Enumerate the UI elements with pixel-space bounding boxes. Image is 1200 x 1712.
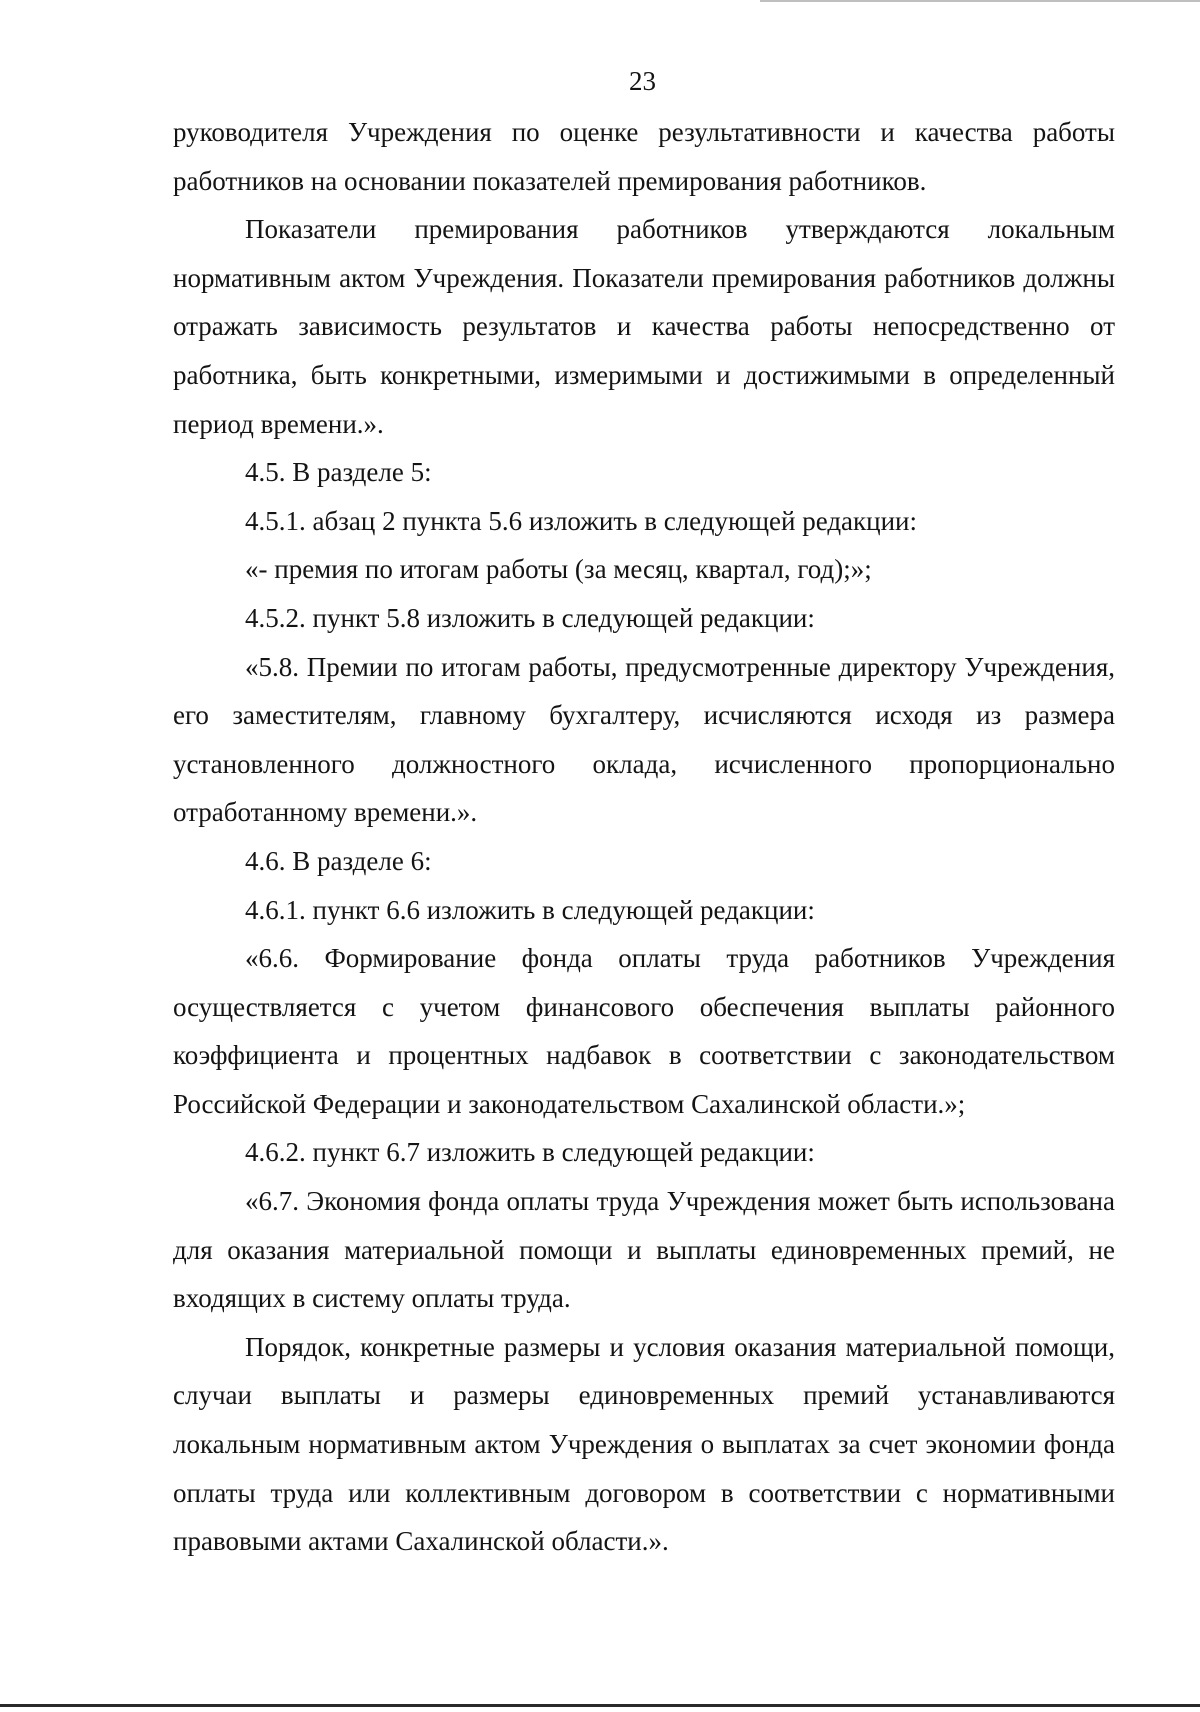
paragraph-procedure: Порядок, конкретные размеры и условия оказания материальной помощи, случаи выплаты и размеры единовременных премий устанавливаются локальным нормативным актом Учреждения о выплатах за счет экономии фонда оплаты труда или коллективным договором в соответствии с нормативными правовыми актами Сахалинской области.». bbox=[173, 1331, 1115, 1557]
document-body bbox=[173, 108, 1115, 1566]
paragraph-4-5-2: 4.5.2. пункт 5.8 изложить в следующей редакции: bbox=[245, 602, 815, 633]
paragraph-4-5-1: 4.5.1. абзац 2 пункта 5.6 изложить в следующей редакции: bbox=[245, 505, 918, 536]
page-number: 23 bbox=[629, 66, 656, 96]
paragraph-section-4-6: 4.6. В разделе 6: bbox=[245, 845, 432, 876]
top-edge-rule bbox=[760, 0, 1200, 2]
paragraph-bonus-quote: «- премия по итогам работы (за месяц, квартал, год);»; bbox=[245, 554, 872, 585]
paragraph-bonus-indicators: Показатели премирования работников утверждаются локальным нормативным актом Учреждения. Показатели премирования работников должны отражать зависимость результатов и качества работы непосредственно от работника, быть конкретными, измеримыми и достижимыми в определенный период времени.». bbox=[173, 214, 1115, 439]
bottom-edge-rule bbox=[0, 1704, 1200, 1707]
paragraph-4-6-1: 4.6.1. пункт 6.6 изложить в следующей редакции: bbox=[245, 894, 815, 925]
paragraph-6-6: «6.6. Формирование фонда оплаты труда работников Учреждения осуществляется с учетом финансового обеспечения выплаты районного коэффициента и процентных надбавок в соответствии с законодательством Российской Федерации и законодательством Сахалинской области.»; bbox=[173, 943, 1115, 1119]
paragraph-6-7: «6.7. Экономия фонда оплаты труда Учреждения может быть использована для оказания материальной помощи и выплаты единовременных премий, не входящих в систему оплаты труда. bbox=[173, 1186, 1115, 1314]
paragraph-4-6-2: 4.6.2. пункт 6.7 изложить в следующей редакции: bbox=[245, 1137, 815, 1168]
paragraph-section-4-5: 4.5. В разделе 5: bbox=[245, 457, 432, 488]
paragraph-continuation: руководителя Учреждения по оценке результативности и качества работы работников на основании показателей премирования работников. bbox=[173, 117, 1115, 196]
paragraph-5-8: «5.8. Премии по итогам работы, предусмотренные директору Учреждения, его заместителям, главному бухгалтеру, исчисляются исходя из размера установленного должностного оклада, исчисленного пропорционально отработанному времени.». bbox=[173, 651, 1115, 828]
